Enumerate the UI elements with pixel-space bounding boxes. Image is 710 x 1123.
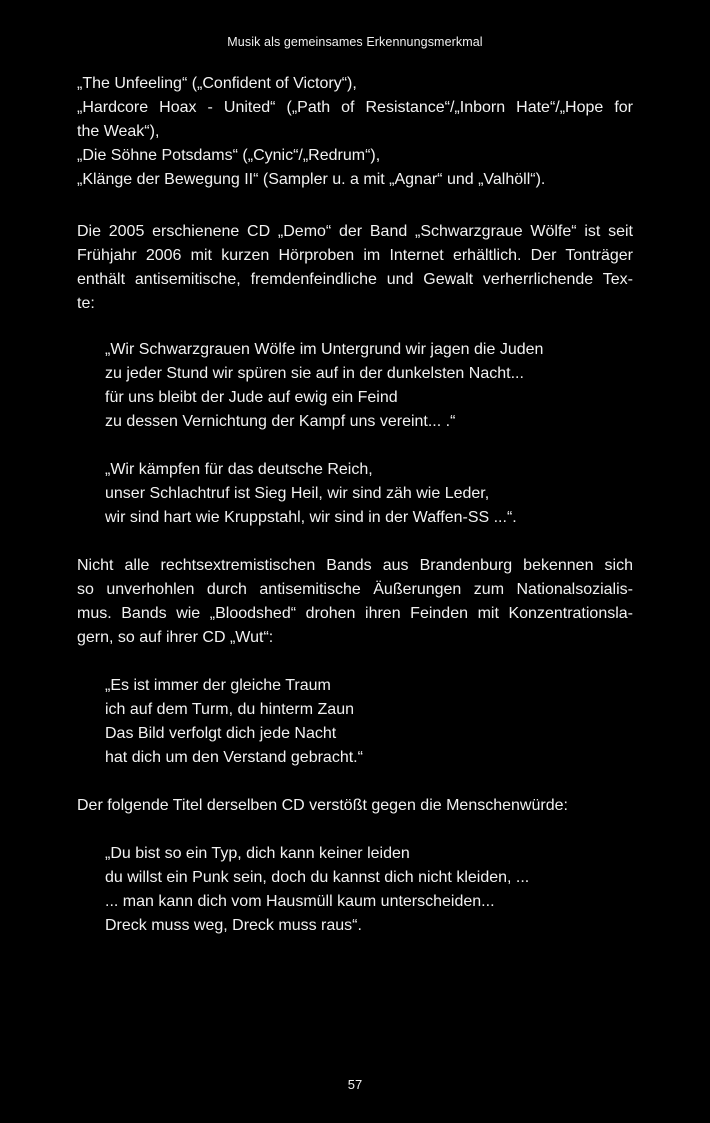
paragraph-line: gern, so auf ihrer CD „Wut“: (77, 629, 274, 646)
lyrics-quote (105, 674, 633, 770)
paragraph-line: Die 2005 erschienene CD „Demo“ der Band „Schwarzgraue Wölfe“ ist seit (77, 223, 633, 240)
paragraph-line: Der folgende Titel derselben CD verstößt gegen die Menschenwürde: (77, 797, 568, 814)
quote-line: zu dessen Vernichtung der Kampf uns vereint... .“ (105, 413, 456, 430)
quote-line: ich auf dem Turm, du hinterm Zaun (105, 701, 354, 718)
quote-line: ... man kann dich vom Hausmüll kaum unterscheiden... (105, 893, 495, 910)
paragraph-line: enthält antisemitische, fremdenfeindliche und Gewalt verherrlichende Tex- (77, 271, 633, 288)
quote-line: du willst ein Punk sein, doch du kannst dich nicht kleiden, ... (105, 869, 530, 886)
quote-line: „Du bist so ein Typ, dich kann keiner leiden (105, 845, 410, 862)
quote-line: wir sind hart wie Kruppstahl, wir sind in der Waffen-SS ...“. (105, 509, 517, 526)
paragraph-line: so unverhohlen durch antisemitische Äußerungen zum Nationalsozialis- (77, 581, 633, 598)
body-paragraph (77, 794, 633, 818)
quote-line: Dreck muss weg, Dreck muss raus“. (105, 917, 362, 934)
quote-line: „Wir Schwarzgrauen Wölfe im Untergrund wir jagen die Juden (105, 341, 544, 358)
list-item: „Klänge der Bewegung II“ (Sampler u. a mit „Agnar“ und „Valhöll“). (77, 171, 546, 188)
paragraph-line: Frühjahr 2006 mit kurzen Hörproben im Internet erhältlich. Der Tonträger (77, 247, 633, 264)
quote-line: „Wir kämpfen für das deutsche Reich, (105, 461, 373, 478)
quote-line: Das Bild verfolgt dich jede Nacht (105, 725, 337, 742)
lyrics-quote (105, 338, 633, 434)
quote-line: für uns bleibt der Jude auf ewig ein Feind (105, 389, 398, 406)
running-header: Musik als gemeinsames Erkennungsmerkmal (227, 35, 483, 49)
body-paragraph (77, 220, 633, 316)
quote-line: hat dich um den Verstand gebracht.“ (105, 749, 363, 766)
paragraph-line: te: (77, 295, 95, 312)
quote-line: zu jeder Stund wir spüren sie auf in der dunkelsten Nacht... (105, 365, 524, 382)
quote-line: unser Schlachtruf ist Sieg Heil, wir sind zäh wie Leder, (105, 485, 490, 502)
page-number: 57 (347, 1077, 363, 1092)
lyrics-quote (105, 842, 633, 938)
list-item: „The Unfeeling“ („Confident of Victory“), (77, 75, 357, 92)
lyrics-quote (105, 458, 633, 530)
page-content (77, 72, 633, 962)
paragraph-line: mus. Bands wie „Bloodshed“ drohen ihren Feinden mit Konzentrationsla- (77, 605, 633, 622)
paragraph-line: Nicht alle rechtsextremistischen Bands aus Brandenburg bekennen sich (77, 557, 633, 574)
quote-line: „Es ist immer der gleiche Traum (105, 677, 331, 694)
list-item: „Hardcore Hoax - United“ („Path of Resistance“/„Inborn Hate“/„Hope for (77, 99, 633, 116)
body-paragraph (77, 554, 633, 650)
list-item: „Die Söhne Potsdams“ („Cynic“/„Redrum“), (77, 147, 381, 164)
release-list (77, 72, 633, 192)
list-item-continuation: the Weak“), (77, 123, 160, 140)
